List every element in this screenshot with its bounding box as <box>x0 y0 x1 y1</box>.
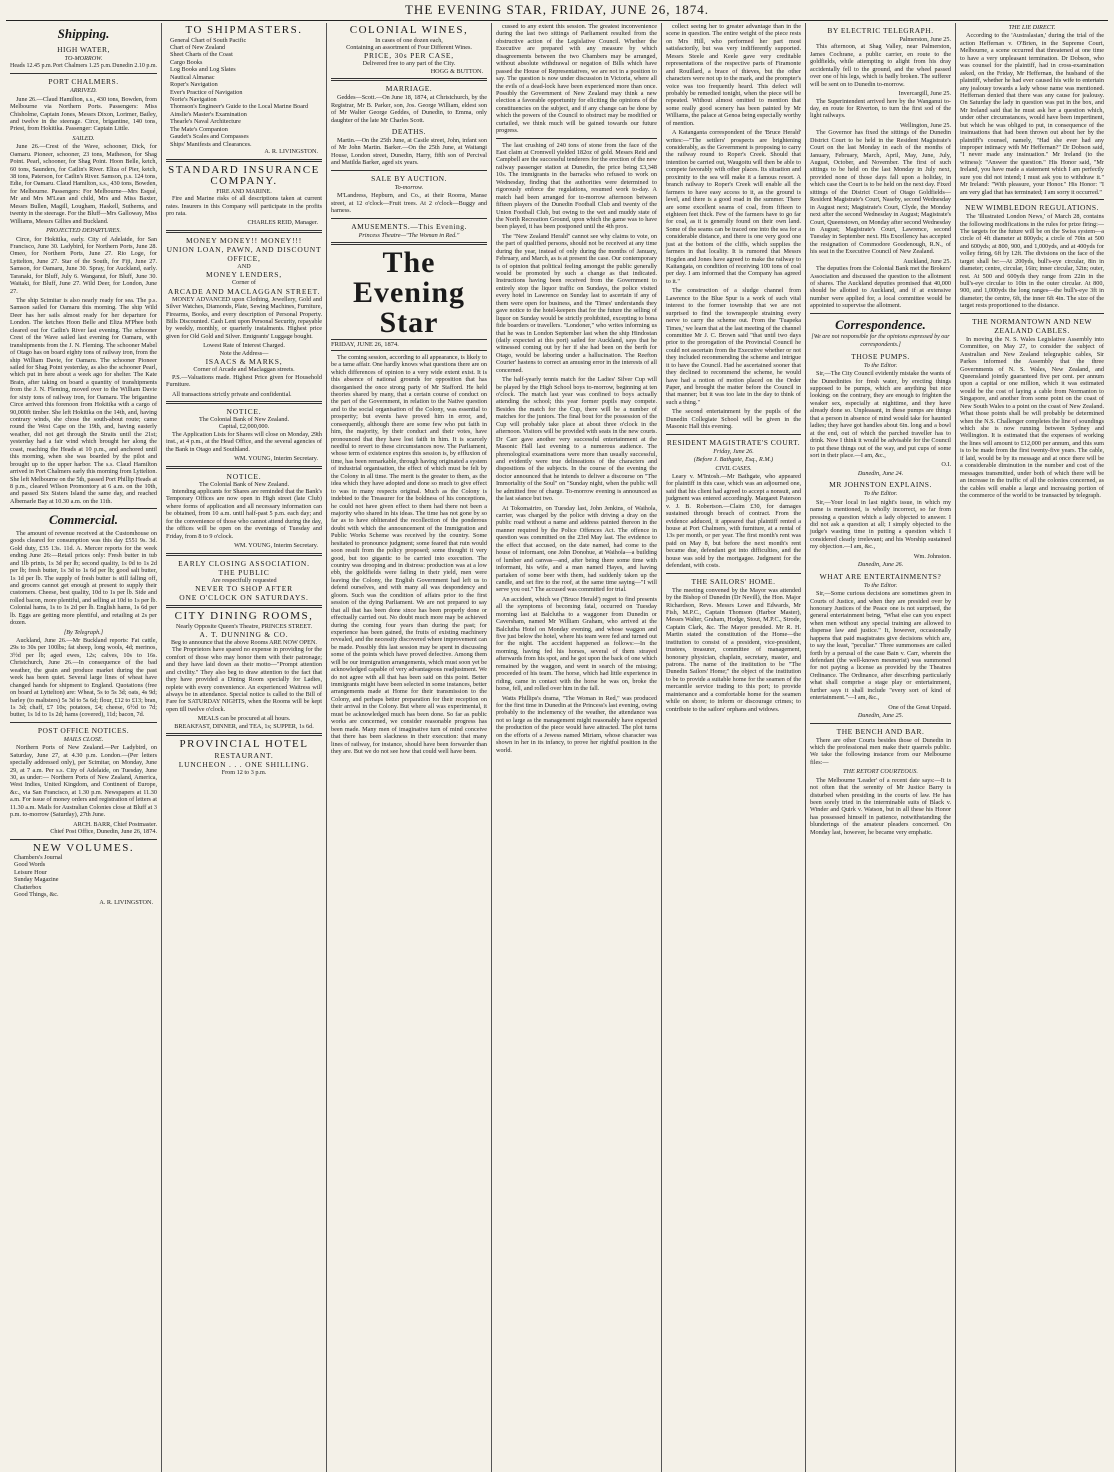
telegraph-place: Palmerston, June 25. <box>899 36 951 43</box>
electric-telegraph-heading: BY ELECTRIC TELEGRAPH. <box>827 26 934 35</box>
deaths-heading: DEATHS. <box>391 127 427 137</box>
standard-insurance-text: Fire and Marine risks of all descriptions taken at current rates. Insurers in this Company will participate in the profits pro rata. <box>166 195 322 217</box>
colonial-wines-heading: COLONIAL WINES, <box>349 24 469 36</box>
news-paragraph: The last crushing of 240 tons of stone from the face of the East claim at Cromwell yielded 182oz of gold. Messrs Reid and Campbell are the successful tenderers for the erection of the new railway passenger station at Dunedin, the price being £3,348 10s. The immigrants in the barracks who refused to work on Wednesday, finding that the authorities were determined to rigorously enforce the regulations, resumed work to-day. A match had been arranged for to-morrow afternoon between fifteen players of the Dunedin Football Club and twenty of the Union Football Club, but owing to the wet and muddy state of the North Recreation Ground, upon which the game was to have been played, it has been postponed until the 4th prox. <box>496 141 657 231</box>
entertainments-heading: WHAT ARE ENTERTAINMENTS? <box>819 571 942 581</box>
lie-direct-heading: THE LIE DIRECT. <box>1008 24 1056 31</box>
list-item: Ainslie's Master's Examination <box>170 110 247 118</box>
delivered-label: Delivered free to any part of the City. <box>362 60 456 68</box>
dunning-heading: A. T. DUNNING & CO. <box>199 629 289 639</box>
correspondence-heading: Correspondence. <box>835 316 926 332</box>
sailed-label: SAILED. <box>72 134 95 142</box>
telegraph-sub: [By Telegraph.] <box>63 628 104 636</box>
divider <box>166 401 322 404</box>
princess-theatre-label: Princess Theatre—"The Woman in Red." <box>358 231 460 239</box>
post-office-heading: POST OFFICE NOTICES. <box>37 725 130 735</box>
sailors-home-heading: THE SAILORS' HOME. <box>691 576 776 586</box>
port-chalmers-heading: PORT CHALMERS. <box>48 77 119 87</box>
those-pumps-heading: THOSE PUMPS. <box>851 351 910 361</box>
divider <box>166 553 322 556</box>
divider <box>960 313 1104 314</box>
divider <box>666 573 801 574</box>
colonial-wines-ad <box>331 25 487 75</box>
to-editor-label: To the Editor. <box>863 581 898 589</box>
city-dining-text: The Proprietors have spared no expense in providing for the comfort of those who may honor them with their patronage; and they have laid down as their motto—"Prompt attention and civility." They also beg to draw attention to the fact that they have provided a Dining Room specially for Ladies, replete with every convenience. An experienced Waitress will always be in attendance. Special notice is called to the Bill of Fare for SATURDAY NIGHTS, when the Rooms will be kept open till twelve o'clock. <box>166 646 322 713</box>
list-item: Ever's Practice of Navigation <box>170 88 243 96</box>
divider <box>810 313 951 314</box>
normantown-text: In moving the N. S. Wales Legislative Assembly into Committee, on May 27, to consider the subject of Australian and New Zealand telegraphic cables, Sir Parkes informed the Assembly that the three Governments of N. S. Wales, New Zealand, and Queensland jointly guaranteed five per cent. per annum upon a capital or one million, which it was estimated would be the cost of laying a cable from Normanton to Singapore, and another from some point on the coast of New South Wales to a point on the coast of New Zealand. What those points shall be will probably be determined when the N.S. Challenger completes the line of soundings which she is now running between Sydney and Wellington. It is estimated that the expenses of working the lines will amount to £12,000 per annum, and this sum is to be made from the first twenty-five years. The cable, if laid, would be by its message and at once there will be a considerable diminution in the number and cost of the messages transmitted, under both of which there will be an increase in the traffic of all the colonies concerned, as the cables will enable a large and increasing portion of the commerce of the world to be transacted by telegraph. <box>960 335 1104 499</box>
telegraph-place: Wellington, June 25. <box>899 121 951 129</box>
ps-text: P.S.—Valuations made. Highest Price given for Household Furniture. <box>166 373 322 389</box>
shipmasters-ad <box>166 25 322 156</box>
post-office-text: Northern Ports of New Zealand.—Per Ladybird, on Saturday, June 27, at 4.30 p.m. London.—(Per letters specially addressed only), per Scimitar, on Monday, June 29, at 7 a.m. Per s.s. City of Adelaide, on Tuesday, June 30, as under:— Northern Ports of New Zealand, America, West Indies, United Kingdom, and Continent of Europe, &c., via San Francisco, at 1.30 p.m. Newspapers at 11.30 a.m. For issue of money orders and registration of letters at 11.30 a.m. Mails for Australian Colonies close at Bluff at 3 p.m. to-morrow (Saturday), 27th June. <box>10 744 157 819</box>
money-lenders-heading: MONEY LENDERS, <box>206 270 282 280</box>
confidential-text: All transactions strictly private and confidential. <box>172 390 292 398</box>
sailed-text: June 26.—Crest of the Wave, schooner, Dick, for Oamaru. Pioneer, schooner, 23 tons, Matheson, for Shag Point. Pearl, schooner, for Shag Point. Hoon Belle, ketch, 60 tons, Saunders, for Catlin's River. Eliza of Pier, ketch, 38 tons, Paterson, for Catlin's River. Samson, p.s. 124 tons, Edie, for Oamaru. Claud Hamilton, s.s., 430 tons, Bowden, for Melbourne. Passengers: For Melbourne—Mrs Esqué, Mr and Mrs M'Lean and child, Mrs and Miss Baxter, Messrs Bullen, Magill, Lougham, Haskell, Sutherns, and twenty in the steerage. For the Bluff—Mrs Galloway, Miss Williams, Messrs Gillies and Buckland. <box>10 143 157 225</box>
livingston-signature: A. R. LIVINGSTON. <box>99 898 153 906</box>
divider <box>10 508 157 509</box>
list-item: General Chart of South Pacific <box>170 36 247 44</box>
entertainments-signature: One of the Great Unpaid. <box>888 703 951 711</box>
colonial-bank-notice-2 <box>166 472 322 550</box>
page-title: THE EVENING STAR, FRIDAY, JUNE 26, 1874. <box>404 2 710 18</box>
johnston-date: Dunedin, June 26. <box>857 561 904 569</box>
correspondence-note: [We are not responsible for the opinions expressed by our correspondents.] <box>811 334 950 348</box>
fire-marine-label: FIRE AND MARINE. <box>216 187 272 195</box>
colonial-bank-label: The Colonial Bank of New Zealand. <box>198 480 290 488</box>
sailors-home-text: The meeting convened by the Mayor was attended by the Bishop of Dunedin (Dr Nevill), the Hon. Major Richardson, Revs. Messrs Lowe and Edwards, Mr Fish, M.P.C., Captain Thomson (Harbor Master), Messrs Walter, Graham, Hodge, Stout, M.P.C., Strode, Captain Clark, &c. The Mayor presided. Mr R. H. Martin stated the constitution of the Home—the institution to consist of a president, vice-president, trustees, treasurer, committee of management, honorary physician, chaplain, secretary, master, and patrons. The name of the institution to be "The Dunedin Sailors' Home;" the object of the institution to be to provide a suitable home for the seamen of the mercantile service trading to this port; to provide maintenance and a comfortable home for the seamen while on shore; to inform or discourage crimes; to contribute to the sailors' orphans and widows. <box>666 586 801 713</box>
editorial-continued: cussed to any extent this session. The greatest inconvenience during the last two sittings of Parliament resulted from the obstructive action of the Legislative Council. Whether the Executive are prepared with any measure by which disagreements between the two Chambers may be arranged, without absolute withdrawal or negation of Bills which have passed the House of Representatives, we are not in a position to say. The question is now under discussion in Victoria, where all the evils of a dead-lock have been experienced more than once. Possibly the Government of New Zealand may think a new election a favorable opportunity for eliciting the opinions of the constituencies on the subject, and if any change can be done by which the powers of the Council to obstruct may be modified or curtailed, we think much will be gained towards our future progress. <box>496 23 657 135</box>
never-label: NEVER TO SHOP AFTER <box>195 583 293 593</box>
lowest-rate-label: Lowest Rate of Interest Charged. <box>203 342 285 350</box>
telegraph-place: Invercargill, June 25. <box>898 90 951 98</box>
breakfast-label: BREAKFAST, DINNER, and TEA, 1s; SUPPER, 1s 6d. <box>174 722 314 730</box>
projected-departures-label: PROJECTED DEPARTURES. <box>46 227 121 235</box>
dateline-text: FRIDAY, JUNE 26, 1874. <box>331 340 399 348</box>
column-3 <box>327 23 492 1472</box>
editorial-text: The coming session, according to all appearance, is likely to be a tame affair. One hardly knows what questions there are on which differences of opinion to a very wide extent exist. It is this absence of national grounds for opposition that has disorganised the once strong party of Mr Stafford. He held theories shared by many, that a certain course of conduct on the part of the Government, in relation to the Native question and to the social organisation of the Colony, was essential to prosperity; but events have proved him in error, and, consequently, although there are some few who put faith in him, the majority, by their conduct and their votes, have pronounced that they have lost faith in him. It is scarcely needful to revert to these circumstances now. The Parliament, whose term of existence expires this session is, by effluxion of time, has been remarkable, through having originated a system of industrial organisation, the effect of which must be felt by the Colony in all time. The merit is the greater to them, as the idea which they have adopted and done so much to give effect to was in many respects original. Much as the Colony is indebted to the Treasurer for the boldness of his conceptions, he could not have given effect to them had there not been a majority who shared in his ideas. The time has not gone by so far as to have obliterated the recollection of the ponderous doubt with which the announcement of the Immigration and Public Works Scheme was received by the country. Some hesitated to pronounce judgment; some feared that ruin would soon result from the policy proposed; some thought it very good, but too gigantic to be carried into execution. The country was drooping and in distress: production was at a low ebb, the goldfields were failing in their yield, men were leaving the Colony, the English Government had left us to defend ourselves, and with many all was despondency and gloom. Such was the condition of affairs prior to the first session of the dying Parliament. We are not prepared to say that all that has been done since has been properly done or effectually carried out. No doubt much more may be achieved during the coming four years than during the past; for experience has been gained, the fruits of existing machinery revealed, and the necessity discovered where improvement can be made. Possibly this last session may be spent in discussing some of the points which have proved defective. Among them will be our immigration arrangements, which must soon yet be acknowledged capable of very advantageous readjustment. We do not agree with all that has been said on this point. Better immigrants might have been selected in some instances, better arrangements made at Home for their transmission to the Colony, and perhaps better preparation for their reception on their arrival in the Colony. But where all was experimental, it must be acknowledged much has been done. So far as public works are concerned, we consider reasonable progress has been made. Many men of imaginative turn of mind conceive that there has been slackness in their execution: that many lines of railway, for instance, should have been forwarder than they are. But we do not see how that could well have been. <box>331 353 487 755</box>
bench-bar-heading: THE BENCH AND BAR. <box>836 726 925 736</box>
provincial-hotel-heading: PROVINCIAL HOTEL <box>179 738 309 751</box>
postmaster-signature: ARCH. BARR, Chief Postmaster. <box>73 820 157 828</box>
commercial-heading: Commercial. <box>49 512 118 528</box>
list-item: Sheet Charts of the Coast <box>170 51 233 59</box>
bank-signature: WM. YOUNG, Interim Secretary. <box>234 455 318 463</box>
hours-label: From 12 to 3 p.m. <box>221 768 267 776</box>
column-1 <box>6 23 162 1472</box>
list-item: Thomson's Engineer's Guide to the Local Marine Board <box>170 103 309 111</box>
capital-label: Capital, £2,000,000. <box>218 423 270 431</box>
list-item: Good Words <box>14 861 46 869</box>
shipping-news-text: The ship Scimitar is also nearly ready for sea. The p.s. Samson sailed for Oamaru this morning. The ship Wild Deer has her sails almost ready for her departure for London. The ketches Hoon Belle and Eliza M'Phee both cleared out for Catlin's River last evening. The schooner Crest of the Wave sailed last evening for Oamaru, with transhipments from the J. N. Fleming. The schooner Mabel of Otago has on board eighty tons of railway iron, from the ship William Davie, for Oamaru. The schooner Pioneer sailed for Shag Point yesterday, as also the schooner Pearl, which put in here about a week ago for shelter. The Kate Brain, after taking on board a quantity of transhipments from the J. N. Fleming, moved over to the William Davie for sixty tons of railway iron, for Oamaru. The brigantine Circe arrived this forenoon from Hokitika with a cargo of 90,000ft timber. She left Hokitika on the 14th, and, having contrary winds, she chose the south-about route; came round the West Cape on the 19th, and, having easterly weather, did not get through the Straits until the 21st; yesterday had a fair wind which brought her along the coast, reaching the Heads at 10 p.m., and anchored until this morning, when she was boarded by the pilot and brought up to the upper harbor. The s.s. Claud Hamilton arrived in Port Chalmers early this morning from Lyttelton. She left Melbourne on the 5th, passed Port Phillip Heads at 8 p.m., cleared Wilson Promontory at 6 a.m. on the 10th, and passed Six Sisters Island the same day, and reached Albemarle Bay at 10.30 a.m. on the 11th. <box>10 297 157 505</box>
early-closing-heading: EARLY CLOSING ASSOCIATION. <box>178 558 310 568</box>
new-volumes-heading: NEW VOLUMES. <box>32 841 135 854</box>
money-heading: MONEY MONEY!! MONEY!!! <box>185 235 303 245</box>
early-closing-ad <box>166 559 322 602</box>
resident-date: Friday, June 26. <box>713 447 754 455</box>
note-address-label: Note the Address— <box>219 349 269 357</box>
resident-sub: (Before J. Bathgate, Esq., R.M.) <box>693 456 774 464</box>
news-paragraph: The half-yearly tennis match for the Ladies' Silver Cup will be played by the High School boys to-morrow, beginning at ten o'clock. The match last year was confined to boys actually attending the school; this year former pupils may compete. Besides the match for the Cup, there will be a number of matches for the juniors. The final bout for the possession of the Cup will probably take place at about three o'clock in the afternoon. Visitors will be provided with seats in the new courts. Dr Carr gave another very successful entertainment at the Masonic Hall last evening to a numerous audience. The phrenological examinations were more than usually successful, and evidently were true delineations of the characters and dispositions of the subjects. In the course of the evening the doctor announced that he intends to deliver a discourse on "The Immortality of the Soul" on "Sunday night, when the public will be admitted free of charge. To-morrow evening is announced as the last séance but two. <box>496 376 657 503</box>
divider <box>496 138 657 139</box>
colonial-bank-label: The Colonial Bank of New Zealand. <box>198 415 290 423</box>
news-paragraph: collect seeing her to greater advantage than in the scene in question. The entire weight of the piece rests on Mrs Hill, who performed her part most satisfactorily, but was very indifferently supported. Messrs Steele and Keele gave very creditable representations of the respective parts of Firamonte and Rouillard, a brace of thieves, but the other characters were not up to the mark, and the prompter's voice was too frequently heard. This defect will probably be remedied tonight, when the piece will be repeated. Without almost omitted to mention that some really good scenery has been painted by Mr Williams, the palace at Genoa being especially worthy of mention. <box>666 23 801 127</box>
tomorrow-label: TO-MORROW. <box>64 54 103 62</box>
list-item: Roper's Navigation <box>170 81 218 89</box>
price-label: PRICE, 30s PER CASE, <box>364 51 454 61</box>
notice-heading: NOTICE. <box>226 471 262 481</box>
divider <box>666 434 801 435</box>
list-item: Nautical Almanac <box>170 73 215 81</box>
marriage-text: Geddes—Scott.—On June 18, 1874, at Christchurch, by the Registrar, Mr B. Parker, son, Jos. George William, eldest son of Mr Walter George Geddes, of Dunedin, to Emma, only daughter of the late Mr Charles Scott. <box>331 94 487 124</box>
news-paragraph: Watts Phillips's drama, "The Woman in Red," was produced for the first time in Dunedin at the Princess's last evening, owing probably to the inclemency of the weather, the attendance was not so large as the management might reasonably have expected the production of the piece would have attracted. The plot turns on the efforts of a Jewess named Miriam, whose character was shown in her in its infancy, to prove her rightful position in the world. <box>496 694 657 754</box>
retort-heading: THE RETORT COURTEOUS. <box>843 768 918 776</box>
one-oclock-label: ONE O'CLOCK ON SATURDAYS. <box>179 592 309 602</box>
commercial-text: The amount of revenue received at the Customhouse on goods cleared for consumption was this day £551 9s. 3d. Gold duty, £35 13s. 11d. A. Mercer reports for the week ending June 26:—Retail prices only: Fresh butter in tub and 1lb prints, 1s 3d per lb; second quality, 1s 0d to 1s 2d per lb; fresh butter, 1s 3d to 1s 6d per lb; good salt butter, 1s 1d per lb. The supply of fresh butter is still falling off, and grocers cannot get enough at present to supply their customers. Cheese, best quality, 10d to 1s per lb. Side and rolled bacon, more plentiful, and selling at 10d to 1s per lb. Colonial hams, 1s to 1s 2d per lb. English hams, 1s 6d per lb. Eggs are getting more plentiful, and retailing at 2s per dozen. <box>10 529 157 627</box>
columns <box>6 23 1108 1472</box>
bench-bar-text: There are other Courts besides those of Dunedin in which the professional men make their quarrels public. We take the following instance from our Melbourne files:— <box>810 736 951 766</box>
list-item: Sunday Magazine <box>14 876 59 884</box>
shipmasters-list <box>166 37 322 149</box>
list-item: Log Books and Log Slates <box>170 66 236 74</box>
tide-table <box>10 63 157 70</box>
post-office-date: Chief Post Office, Dunedin, June 26, 1874. <box>50 828 157 836</box>
meals-label: MEALS can be procured at all hours. <box>197 715 291 723</box>
pumps-signature: O.I. <box>941 461 951 469</box>
divider <box>166 466 322 469</box>
city-dining-heading: CITY DINING ROOMS, <box>174 609 314 622</box>
telegraph-place: Auckland, June 25. <box>903 257 951 265</box>
list-item: Chart of New Zealand <box>170 43 226 51</box>
divider <box>331 218 487 219</box>
list-item: Gaudet's Scales and Compasses <box>170 133 249 141</box>
civil-cases-label: CIVIL CASES. <box>715 464 752 472</box>
to-editor-label: To the Editor. <box>863 490 898 498</box>
union-loan-ad <box>166 236 322 398</box>
bank-signature: WM. YOUNG, Interim Secretary. <box>234 542 318 550</box>
divider <box>166 605 322 608</box>
restaurant-label: RESTAURANT. <box>214 750 274 760</box>
column-5 <box>662 23 806 1472</box>
column-2 <box>162 23 327 1472</box>
lie-direct-text: According to the 'Australasian,' during the trial of the action Heffernan v. O'Brien, in the Supreme Court, Melbourne, a scene occurred that threatened at one time to have a very unpleasant termination. Dr Dobson, who was counsel for the plaintiff, had in cross-examination asked, on the Friday, Mr Heffernan, the husband of the plaintiff, whether he had ever caused his wife to entertain any jealousy towards a lady whose name was mentioned. Heffernan denied that there was any cause for jealousy. On Saturday the lady in question was put in the box, and Mr Ireland said that he must ask her a question which, under other circumstances, would have been impertinent, but which he was obliged to put, in consequence of the insinuations that had been thrown out about her by the plaintiff's counsel, namely, "Had she ever had any improper intimacy with Mr Heffernan?" Dr Dobson said, "I never made any insinuation." Mr Ireland (to the witness): "Answer the question." His Honor said, "Mr Ireland, you have made a statement which I am perfectly sure you did not intend; I must ask you to withdraw it." Mr Ireland: "With pleasure, your Honor." His Honor: "I am very glad that has terminated; I am sorry it occurred." <box>960 32 1104 196</box>
to-editor-label: To the Editor. <box>863 361 898 369</box>
sale-text: M'Landress, Hepburn, and Co., at their Rooms, Manse street, at 12 o'clock—Fruit trees. At 2 o'clock—Buggy and harness. <box>331 192 487 215</box>
tide-heads: Heads 12.45 p.m. <box>10 63 53 70</box>
entertainments-letter: Sir,—Some curious decisions are sometimes given in Courts of Justice, and when they are presided over by honorary Justices of the Peace one is not surprised, the general entertainment being, "What else can you expect when men without any special training are allowed to dispense law and justice." It, however, occasionally happens that paid magistrates give decisions which are, to say the least, "peculiar." Three summonses are called forth by a perusal of the case Bain v. Carr, wherein the defendant (the well-known mesmerist) was summoned for not paying a license as provided by the Theatres Ordinance. The Ordinance, after describing particularly what shall comprise a stage play or entertainment, further says it shall include "every sort of kind of entertainment."—I am, &c., <box>810 590 951 702</box>
amusements-heading: AMUSEMENTS.—This Evening. <box>351 221 467 231</box>
high-water-heading: HIGH WATER, <box>57 44 110 54</box>
telegraph-text: The Superintendent arrived here by the Wanganui to-day, en route for Riverton, to turn the first sod of the light railways. <box>810 97 951 120</box>
list-item: Cargo Books <box>170 58 203 66</box>
johnston-heading: MR JOHNSTON EXPLAINS. <box>829 480 932 490</box>
new-volumes-list <box>10 854 157 899</box>
union-loan-heading: UNION LOAN, PAWN, AND DISCOUNT OFFICE, <box>166 244 322 263</box>
cases-label: In cases of one dozen each, <box>375 36 443 44</box>
news-paragraph: An accident, which we ('Bruce Herald') regret to find presents all the symptoms of becoming fatal, occurred on Tuesday morning last at Balclutha to a waggoner from Dunedin or Caversham, named Mr William Graham, who arrived at the Balclutha Hotel on Monday evening, and whose waggon and five just below the hotel, where his team were fed and turned out for the night. The accident happened as follows:—In the morning, having fed his horses, several of them strayed afterwards from his spot, and he got upon the back of one which remained by the waggon, and went in search of the missing; proceeded of his team. The horse, which had little experience in riding, came in contact with the horse he was on, broke the horse, fell, and rolled over him in the fall. <box>496 595 657 693</box>
divider <box>166 230 322 233</box>
divider <box>331 78 487 81</box>
divider <box>166 733 322 736</box>
divider <box>10 73 157 74</box>
dateline <box>331 339 487 351</box>
provincial-hotel-ad <box>166 739 322 776</box>
evening-star-masthead: The Evening Star <box>352 245 466 339</box>
divider <box>10 722 157 723</box>
johnston-signature: Wm. Johnston. <box>913 552 951 560</box>
sale-by-auction-heading: SALE BY AUCTION. <box>371 173 447 183</box>
containing-label: Containing an assortment of Four Different Wines. <box>346 43 472 51</box>
news-paragraph: The second entertainment by the pupils of the Dunedin Collegiate School will be given in the Masonic Hall this evening. <box>666 408 801 431</box>
dunning-line: Beg to announce that the above Rooms ARE NOW OPEN. <box>171 638 317 646</box>
standard-signature: CHARLES REID, Manager. <box>247 219 318 227</box>
resident-text: Leary v. M'Intosh.—Mr Bathgate, who appeared for plaintiff in this case, which was an adjourned one, said that his client had agreed to accept a nonsuit, and judgment was entered accordingly. Margaret Paterson v. J. B. Robertson.—Claim £30, for damages sustained through breach of contract. From the evidence adduced, it appeared that plaintiff rented a house at Port Chalmers, with furniture, at a rental of 13s per month, or per year. The first month's rent was paid on May 8, but before the next month's rent became due, defendant got into difficulties, and the house was sold by the mortgagee. Judgment for the defendant, with costs. <box>666 472 801 570</box>
list-item: Good Things, &c. <box>14 891 59 899</box>
isaacs-marks-heading: ISAACS & MARKS, <box>205 357 283 367</box>
list-item: Thearle's Naval Architecture <box>170 118 241 126</box>
city-dining-rooms-ad <box>166 611 322 730</box>
shipping-heading: Shipping. <box>57 26 110 41</box>
pumps-date: Dunedin, June 24. <box>857 469 904 477</box>
news-paragraph: A Katanganta correspondent of the 'Bruce Herald' writes:—"The settlers' prospects are brightening considerably, as the Government is proposing to carry the railway round to Roper's Creek. Should that intention be carried out, Waugoitu will then be able to compete favorably with other places. Its situation and proximity to the sea will make it a famous resort. A branch railway to Roper's Creek will enable all the farmers to have easy access to it, as the ground is level, and there is a good road in the summer. There are some excellent seams of coal, from fifteen to eighteen feet thick. Few of the farmers have to go far for coal, as it is generally found on their own land. Some of the seams can be traced one into the sea for a considerable distance, and there is one very good one just at the bottom of the cliffs, which supplies the farmers in that locality. It is rumored that Messrs Hogden and Jones have agreed to make the railway to Kaitangata, on condition of receiving 100 tons of coal per day. I am informed that the Company has agreed to it." <box>666 129 801 285</box>
city-dining-address: Nearly Opposite Queen's Theatre, PRINCES STREET. <box>175 622 313 630</box>
news-paragraph: The "New Zealand Herald" cannot see why claims to vote, on the part of qualified persons, should not be received at any time during the year, instead of only during the months of January, February, and March, as is at present the case. Our contemporary is of opinion that political feeling amongst the public generally would be promoted by such a change as that indicated. Instructions having been received from the Government to entirely stop the liquor traffic on Sundays, the police visited every hotel in Lawrence on Sunday last to ascertain if any of them were open for business, and the 'Times' understands they gave notice to the hotel-keepers that for the future the selling of liquor on Sunday would be strictly prohibited, excepting to bona fide boarders or travellers. "Londoner," who writes informing us that he was in London September last when the ship Hindostan (daily expected at this port) sailed for Auckland, says that he witnessed coming out by her if she had been on the berth for Otago, would be laboring under a hallucination. The Reefton Courier' hastens to correct an amusing error in the interests of all concerned. <box>496 232 657 374</box>
wimbledon-heading: NEW WIMBLEDON REGULATIONS. <box>965 203 1099 213</box>
mails-close-label: MAILS CLOSE. <box>63 735 104 743</box>
list-item: Leisure Hour <box>14 868 47 876</box>
bank-notice-text: The Application Lists for Shares will close on Monday, 29th inst., at 4 p.m., at the Head Office, and the several agencies of the Bank in Otago and Southland. <box>166 430 322 453</box>
column-7 <box>956 23 1108 1472</box>
list-item: Norie's Navigation <box>170 96 217 104</box>
projected-text: Circe, for Hokitika, early. City of Adelaide, for San Francisco, June 30. Ladybird, for Northern Ports, June 28. Omeo, for Northern Ports, June 27. Rio Loge, for Lyttelton, June 27. Star of the South, for Fiji, June 27. Samson, for Oamaru, June 30. Spray, for Auckland, early. Taranaki, for Bluff, July 6. Wanganui, for Bluff, June 30. Waitaki, for Bluff, June 27. Wild Deer, for London, June 27. <box>10 235 157 295</box>
the-public-label: THE PUBLIC <box>218 567 270 577</box>
list-item: Chatterbox <box>14 883 42 891</box>
entertainments-date: Dunedin, June 25. <box>857 712 904 720</box>
new-volumes-ad <box>10 843 157 907</box>
and-label: AND <box>237 262 251 270</box>
telegraph-commercial-text: Auckland, June 26.—Mr Buckland reports: Fat cattle, 29s to 30s per 100lbs; fat sheep, long wools, 4d; merinos, 3½d per lb; aged ewes, 12s; calves, 10s to 16s. Christchurch, June 26.—In consequence of the bad weather, the grain and produce market during the past week has been quiet. Several large lines of wheat have changed hands for shipment to England. Quotations (free on board at Lyttelton) are: Wheat, 5s to 5s 3d; oats, 4s 9d; barley (to maltsters) 5s 3d to 5s 6d; flour, £12 to £13; bran, 1s 3d; chaff, £7 10s; potatoes, £4; cheese, 6½d to 7d; butter, 1s 1d to 1s 2d; hams (covered), 11d; bacon, 7d. <box>10 637 157 719</box>
list-item: The Mate's Companion <box>170 125 228 133</box>
colonial-bank-notice <box>166 407 322 463</box>
list-item: Ships' Manifests and Clearances. <box>170 140 252 148</box>
money-advanced-text: MONEY ADVANCED upon Clothing, Jewellery, Gold and Silver Watches, Diamonds, Plate, Sewing Machines, Furniture, Firearms, Books, and every description of Personal Property. Bills Discounted. Cash Lent upon Personal Security, repayable by weekly, monthly, or quarterly instalments. Highest price given for Old Gold and Silver. Emigrants' Luggage bought. <box>166 295 322 340</box>
marriage-heading: MARRIAGE. <box>385 84 433 94</box>
arrived-label: ARRIVED. <box>70 87 97 95</box>
arrived-text: June 26.—Claud Hamilton, s.s., 430 tons, Bowden, from Melbourne via Northern Ports. Passengers: Miss Chisholme, Captain Jones, Messrs Dixon, Lorimer, Bailey, and twelve in the steerage. Circe, brigantine, 140 tons, Priest, from Hokitika. Passenger: Captain Little. <box>10 95 157 133</box>
divider <box>166 159 322 162</box>
isaacs-address: Corner of Arcade and Maclaggan streets. <box>193 366 295 374</box>
corner-label: Corner of <box>232 279 256 287</box>
telegraph-text: This afternoon, at Shag Valley, near Palmerston, James Cochrane, a public carrier, en route to the goldfields, while attempting to alight from his dray accidentally fell to the ground, and the wheel passed over one of his legs, which is badly broken. The sufferer will be sent on to Dunedin to-morrow. <box>810 43 951 88</box>
news-paragraph: The construction of a sludge channel from Lawrence to the Blue Spur is a work of such vital interest to the former township that we are not surprised to find the townspeople straining every nerve to carry the scheme out. From the 'Tuapeka Times,' we learn that at the last meeting of the channel committee Mr J. C. Brown said "that until two days prior to the prorogation of the Provincial Council he could not ascertain from the Executive whether or not they included recommending the scheme and intrigue it to have the Council. Had he ascertained sooner that they declined to recommend the scheme, he would have had a notion of motion placed on the Order Paper, and brought the matter before the Council in that manner; but it was too late in the day to think of such a thing." <box>666 287 801 406</box>
column-4 <box>492 23 662 1472</box>
telegraph-text: The Governor has fixed the sittings of the Dunedin District Court to be held in the Resident Magistrate's Court on the last Monday in each of the months of January, February, March, April, May, June, July, August, October, and November. The first of such sittings to be held on the last Monday in July next, provided none of those days fall upon a holiday, in which case the Court is to be held on the next day. Fixed sittings of the District Court of Otago Goldfields—Resident Magistrate's Court, Naseby, second Wednesday in August next; Magistrate's Court, Clyde, the Monday next after the second Wednesday in August; Magistrate's Court, Queenstown, on Monday after second Wednesday in August; Magistrate's Court, Lawrence, second Tuesday in September next. His Excellency has accepted the resignation of Commodore Goodenough, R.N., of his seat in the Executive Council of New Zealand. <box>810 129 952 256</box>
list-item: Chambers's Journal <box>14 854 63 862</box>
news-paragraph: At Tokomairiro, on Tuesday last, John Jenkins, of Waihola, carrier, was charged by the police with driving a dray on the public road without a name and address painted thereon in the manner required by the Police Offences Act. The offence in question was committed on the 23rd May last. The evidence to the effect that accused, on the date named, had come to the house of informant, one John Donohue, at Waihola—a building of lumber and canvas—and, after being there some time with informant, his wife, and a man named Hayes, and having partaken of some beer with them, had suddenly taken up the candle, and set fire to the roof, at the same time saying—"I will serve you out." The accused was committed for trial. <box>496 504 657 594</box>
luncheon-label: LUNCHEON . . . ONE SHILLING. <box>178 759 310 769</box>
divider <box>331 170 487 171</box>
retort-text: The Melbourne 'Leader' of a recent date says:—It is not often that the serenity of Mr Justice Barry is disturbed when presiding in the courts of law. He has been sorely tried in the interminable suits of Black v. Winder and Quirk v. Watson, but in all these his Honor has possessed himself in patience, notwithstanding the blunderings of the amateur pleaders concerned. On Monday last, however, he became very emphatic. <box>810 776 951 836</box>
telegraph-text: The deputies from the Colonial Bank met the Brokers' Association and discussed the question to the allotment of shares. The Auckland deputies promised that 40,000 should be allotted to Auckland, and if at extensive number were applied for, a local committee would be appointed to supervise the allotment. <box>810 265 951 310</box>
divider <box>10 839 157 840</box>
requested-label: Are respectfully requested <box>211 576 277 584</box>
normantown-heading: THE NORMANTOWN AND NEW ZEALAND CABLES. <box>972 316 1092 335</box>
column-6 <box>806 23 956 1472</box>
sale-tomorrow-label: To-morrow. <box>394 183 424 191</box>
resident-magistrate-heading: RESIDENT MAGISTRATE'S COURT. <box>666 437 801 447</box>
arcade-heading: ARCADE AND MACLAGGAN STREET. <box>167 286 321 296</box>
intending-applicants-text: Intending applicants for Shares are reminded that the Bank's Temporary Offices are now open in High street (late Club) where forms of application and all necessary information can be obtained, from 10 a.m. until half-past 5 p.m. each day; and for the convenience of those who cannot attend during the day, the offices will be open on the evenings of Tuesday and Friday, from 8 to 9 o'clock. <box>166 488 322 540</box>
divider <box>331 242 487 245</box>
pumps-letter: Sir,—The City Council evidently mistake the wants of the Dunedinites for fresh water, by erecting things supposed to be pumps, which are anything but nice looking; on the contrary, they are enough to frighten the weaker sex, especially at nighttime, and they have already done so. Unpleasant, in these pumps are things that a person in absence of mind would take for haunted ladies; they have got handles about 6in. long and a bowl at the end, out of which the parched traveller has to drink. Now I think it would be advisable for the Council to put these things out of the way, and put cups of some sort in their place.—I am, &c., <box>810 370 951 459</box>
tide-port-chalmers: Port Chalmers 1.25 p.m. <box>52 63 112 70</box>
shipmasters-heading: TO SHIPMASTERS. <box>185 24 303 36</box>
divider <box>810 723 951 724</box>
standard-insurance-heading: STANDARD INSURANCE COMPANY. <box>168 163 320 188</box>
deaths-text: Martin.—On the 25th June, at Castle street, John, infant son of Mr John Martin. Barker.—On the 25th June, at Waitangi House, London street, Dunedin, Harry, fifth son of Percival and Matilda Barker, aged six years. <box>331 137 487 167</box>
hogg-button-signature: HOGG & BUTTON. <box>430 67 483 75</box>
johnston-letter: Sir,—Your local in last night's issue, in which my name is mentioned, is wholly incorrect, so far from pressing a question which a lady objected to answer. I did not ask a question at all; I simply objected to the judge's wasting time in putting a question which I considered clearly irrelevant; and his Worship sustained my objection.—I am, &c., <box>810 498 951 551</box>
standard-insurance-ad <box>166 165 322 227</box>
divider <box>960 199 1104 200</box>
notice-heading: NOTICE. <box>226 406 262 416</box>
shipmasters-signature: A. R. LIVINGSTON. <box>264 148 318 156</box>
tide-dunedin: Dunedin 2.10 p.m. <box>112 63 157 70</box>
page-header <box>6 0 1108 21</box>
wimbledon-text: The 'Illustrated London News,' of March 28, contains the following modifications in the rules for prize firing:— The targets for the future will be on the Swiss system—a circle of 4ft diameter at 800yds; a circle of 70in at 500 and 600yds; at 800, 900, and 1,000yds, and at 400yds for volley firing, 6ft by 12ft. The divisions on the face of the target shall be:—At 200yds, bull's-eye circular, 8in in diameter; centre, circular, 16in; inner circular, 32in; outer, rest. At 500 and 600yds they range from 22in in the bull's-eye circular to 10in in the outer circular. At 800, 900, and 1,000yds the long ranges—the bull's-eye 3ft in diameter; the centre, 6ft, the inner 6ft 4in. The size of the target rests proportioned to the distance. <box>960 213 1104 310</box>
